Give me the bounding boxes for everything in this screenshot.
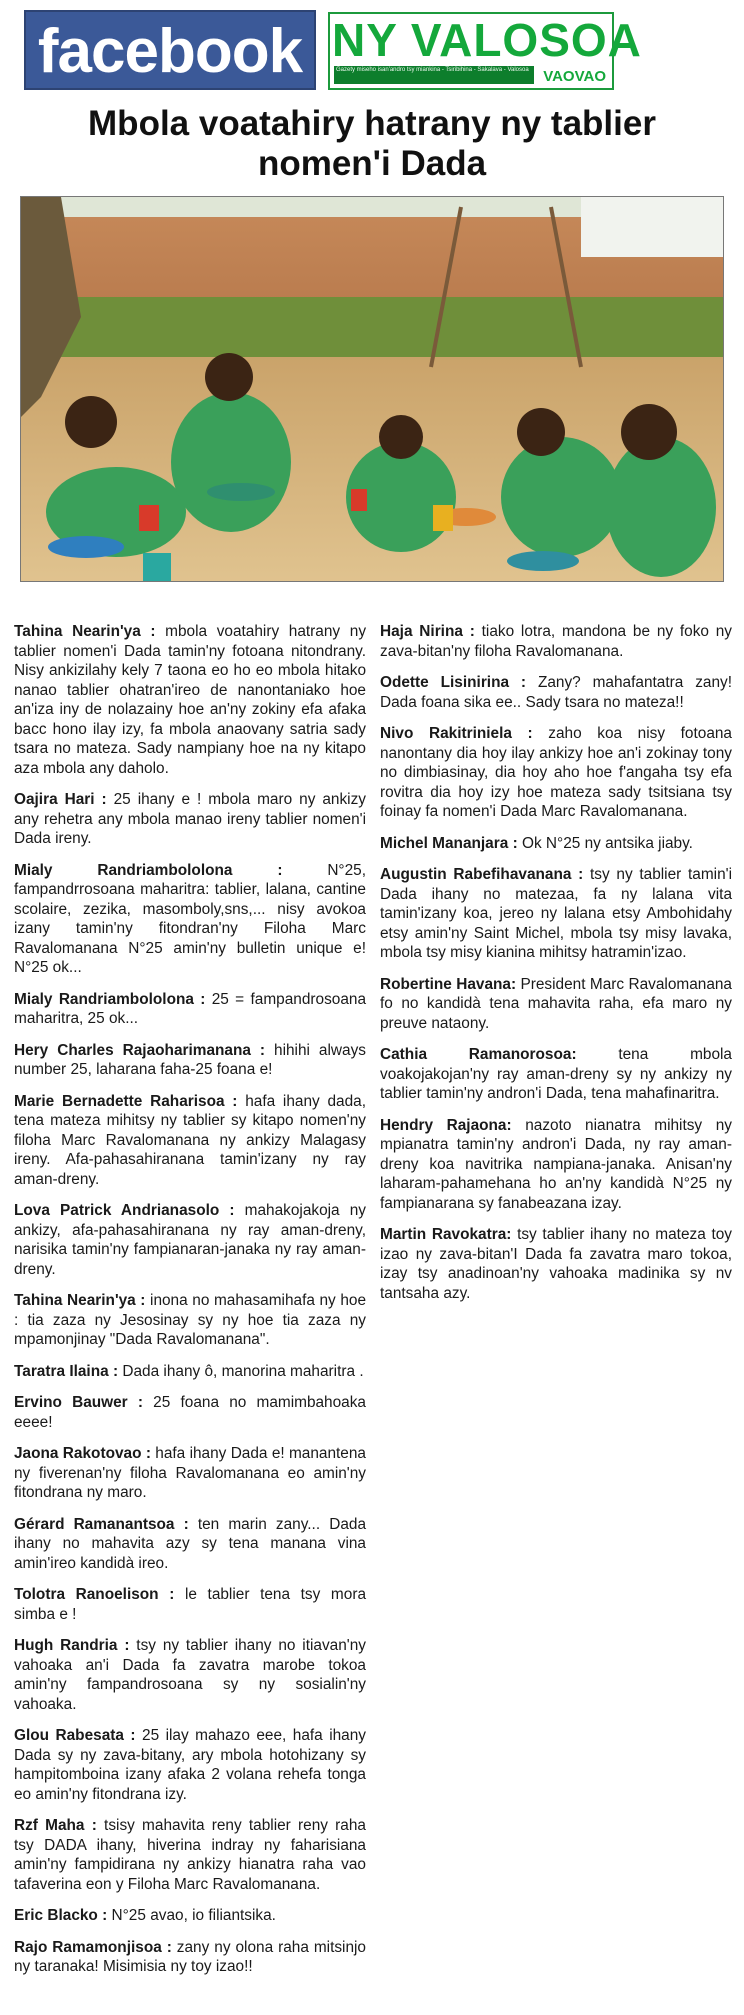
comment-author: Ervino Bauwer :: [14, 1394, 143, 1411]
comment-text: hafa ihany Dada e! manantena ny fiverenan'ny filoha Ravalomanana eo amin'ny fitondrana ny maro.: [14, 1445, 366, 1501]
comment-item: [14, 1816, 366, 1894]
comment-text: zany ny olona raha mitsinjo ny taranaka! Misimisia ny toy izao!!: [14, 1938, 366, 1975]
comment-item: [14, 1393, 366, 1432]
comment-item: [14, 1585, 366, 1624]
children-eating-photo: [20, 196, 724, 582]
article-headline: Mbola voatahiry hatrany ny tablier nomen'i Dada: [88, 104, 656, 183]
comment-text: 25 = fampandrosoana maharitra, 25 ok...: [14, 990, 366, 1027]
comment-item: [14, 1362, 366, 1382]
comment-item: [380, 724, 732, 822]
comment-author: Taratra Ilaina :: [14, 1362, 119, 1380]
comment-text: tsy ny tablier ihany no itiavan'ny vahoaka an'i Dada fa zavatra marobe tokoa amin'ny fampandrosoana sy ny sosialin'ny vahoaka.: [14, 1637, 366, 1713]
comment-text: hafa ihany dada, tena mateza mihitsy ny tablier sy kitapo nomen'ny filoha Marc Ravalomanana ny ankizy Malagasy ireny. Afa-pahasahiranana tamin'izany ny ray aman-dreny.: [14, 1092, 366, 1188]
comment-text: hihihi always number 25, laharana faha-25 foana e!: [14, 1041, 366, 1078]
comment-item: [14, 1726, 366, 1804]
newspaper-logo-sub: VAOVAO: [543, 68, 606, 85]
comment-text: tsy tablier ihany no mateza toy izao ny zava-bitan'I Dada fa zavatra maro tokoa, izay tsy anadinoan'ny vahoaka madinika sy nv tantsaha azy.: [380, 1226, 732, 1302]
comment-text: tsisy mahavita reny tablier reny raha tsy DADA ihany, hiverina indray ny faharisiana amin'ny fampidirana ny ankizy hianatra raha vao tafaverina eon y Filoha Marc Ravalomanana.: [14, 1817, 366, 1893]
comment-author: Nivo Rakitriniela :: [380, 725, 533, 742]
comment-item: [14, 1041, 366, 1080]
comment-item: [14, 790, 366, 849]
comment-author: Jaona Rakotovao :: [14, 1445, 151, 1462]
comment-author: Martin Ravokatra:: [380, 1226, 512, 1243]
comment-author: Eric Blacko :: [14, 1907, 108, 1924]
comment-item: [14, 990, 366, 1029]
comment-item: [14, 1201, 366, 1279]
comment-author: Hendry Rajaona:: [380, 1116, 512, 1134]
comment-item: [380, 622, 732, 661]
comment-text: zaho koa nisy fotoana nanontany dia hoy ilay ankizy hoe an'i zokinay tony no dimbiasinay, dia hoy aho hoe f'angaha tsy efa rovitra dia hoy izy hoe mateza sady tsitsiana tsy foinay fa nomen'i Dada Marc Ravalomanana.: [380, 725, 732, 820]
comment-item: [14, 1092, 366, 1190]
comment-text: tena mbola voakojakojan'ny ray aman-dreny sy ny ankizy ny tablier tamin'ny andron'i Dada, tena mahafinaritra.: [380, 1046, 732, 1102]
comment-author: Tolotra Ranoelison :: [14, 1586, 175, 1603]
comment-author: Robertine Havana:: [380, 975, 517, 993]
newspaper-logo-tagline: Gazety miseho isan'andro tsy miankina - Tsiribihina - Sakalava - Valosoa: [334, 66, 534, 84]
comment-item: [14, 861, 366, 978]
comment-item: [14, 1291, 366, 1350]
comment-author: Oajira Hari :: [14, 791, 107, 808]
newspaper-logo-title: NY VALOSOA: [332, 14, 642, 66]
comment-author: Tahina Nearin'ya :: [14, 1292, 146, 1309]
comment-item: [380, 975, 732, 1034]
comment-text: Zany? mahafantatra zany! Dada foana sika ee.. Sady tsara no mateza!!: [380, 674, 732, 711]
comment-author: Rajo Ramamonjisoa :: [14, 1938, 172, 1956]
comment-author: Augustin Rabefihavanana :: [380, 866, 584, 883]
comment-item: [380, 673, 732, 712]
comment-author: Haja Nirina :: [380, 623, 475, 640]
comment-item: [380, 834, 732, 854]
comment-author: Hery Charles Rajaoharimanana :: [14, 1041, 266, 1059]
comment-text: tiako lotra, mandona be ny foko ny zava-bitan'ny filoha Ravalomanana.: [380, 623, 732, 660]
comment-item: [380, 1116, 732, 1214]
comment-item: [14, 1636, 366, 1714]
comment-text: President Marc Ravalomanana fo no kandidà tena mahavita raha, efa maro ny preuve nataony.: [380, 975, 732, 1032]
comment-text: mahakojakoja ny ankizy, afa-pahasahiranana ny ray aman-dreny, narisika tamin'ny fampianaran-janaka ny ray aman-dreny.: [14, 1202, 366, 1278]
comment-text: inona no mahasamihafa ny hoe : tia zaza ny Jesosinay sy ny hoe tia zaza ny mpamonjinay "Dada Ravalomanana".: [14, 1292, 367, 1348]
comment-author: Odette Lisinirina :: [380, 674, 527, 691]
comment-author: Rzf Maha :: [14, 1817, 97, 1834]
comment-item: [14, 1906, 366, 1926]
comment-author: Tahina Nearin'ya :: [14, 623, 156, 640]
comment-item: [14, 1515, 366, 1574]
comment-author: Cathia Ramanorosoa:: [380, 1046, 577, 1063]
comment-author: Glou Rabesata :: [14, 1727, 136, 1744]
comment-item: [380, 865, 732, 963]
comment-text: 25 ihany e ! mbola maro ny ankizy any rehetra any mbola manao ireny tablier nomen'i Dada ireny.: [14, 791, 366, 847]
page-header: [24, 10, 720, 94]
comment-text: le tablier tena tsy mora simba e !: [14, 1586, 366, 1623]
comment-author: Gérard Ramanantsoa :: [14, 1515, 189, 1533]
comment-author: Mialy Randriambololona :: [14, 861, 283, 879]
newspaper-logo: [328, 12, 642, 90]
comment-author: Michel Mananjara :: [380, 834, 518, 852]
comment-item: [380, 1225, 732, 1303]
comment-text: 25 foana no mamimbahoaka eeee!: [14, 1394, 366, 1431]
comment-text: mbola voatahiry hatrany ny tablier nomen'i Dada tamin'ny fotoana nitondrany. Nisy ankizilahy kely 7 taona eo ho eo mbola hitako nanao tablier ohatran'ireo de nanontaniako hoe an'iza iny de nolazainy hoe an'ny zokiny efa afaka bacc hono ilay izy, fa mbola anaovany satria sady tsara no mateza. Sady nampiany hoe na ny kitapo aza mbola any daholo.: [14, 623, 367, 777]
comment-item: [14, 1444, 366, 1503]
comment-text: 25 ilay mahazo eee, hafa ihany Dada sy ny zava-bitany, ary mbola hotohizany sy hampitomboina izany afaka 2 volana rehefa tonga eo amin'ny fitondrana izy.: [14, 1727, 366, 1803]
comment-text: nazoto nianatra mihitsy ny mpianatra tamin'ny andron'i Dada, ny ray aman-dreny koa navitrika nampiana-janaka. Anisan'ny laharam-pahamehana ho an'ny kandidà N°25 ny fampianarana sy fanabeazana izay.: [380, 1116, 732, 1212]
comment-author: Hugh Randria :: [14, 1637, 130, 1654]
comment-text: N°25, fampandrrosoana maharitra: tablier, lalana, cantine scolaire, zezika, masomboly,sns,... nisy avokoa izany tamin'ny fitondran'ny Filoha Marc Ravalomanana N°25 amin'ny bulletin unique e! N°25 ok...: [14, 861, 366, 976]
comment-author: Lova Patrick Andrianasolo :: [14, 1202, 235, 1219]
comment-item: [380, 1045, 732, 1104]
comment-text: Ok N°25 ny antsika jiaby.: [517, 834, 693, 852]
comment-text: N°25 avao, io filiantsika.: [107, 1907, 276, 1924]
comment-text: tsy ny tablier tamin'i Dada ihany no matezaa, fa ny lalana vita tamin'izany koa, jereo ny lalana etsy Ambohidahy etsy amin'ny Saint Michel, mbola tsy misy lavaka, mbola tsy misy kianina mihitsy hatramin'izao.: [380, 866, 732, 961]
comment-text: Dada ihany ô, manorina maharitra .: [118, 1362, 364, 1380]
comments-columns: [14, 622, 732, 2006]
facebook-logo: facebook: [24, 10, 316, 90]
comment-item: [14, 1938, 366, 1977]
comment-item: [14, 622, 366, 778]
comment-author: Mialy Randriambololona :: [14, 990, 206, 1008]
comment-text: ten marin zany... Dada ihany no mahavita azy sy tena manana vina amin'ireo kandidà ireo.: [14, 1515, 366, 1572]
comment-author: Marie Bernadette Raharisoa :: [14, 1092, 238, 1110]
